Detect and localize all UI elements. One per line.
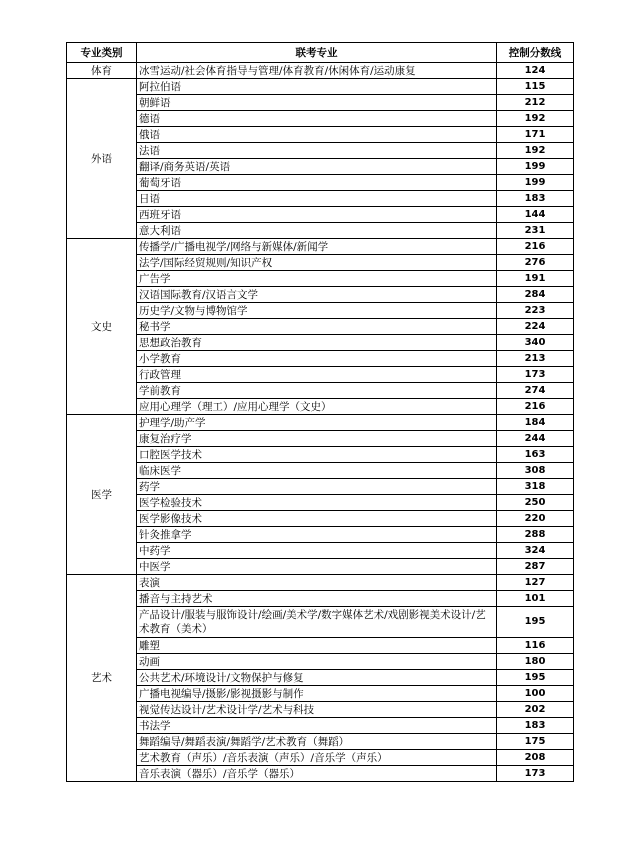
table-row <box>67 175 574 191</box>
major-cell: 冰雪运动/社会体育指导与管理/体育教育/休闲体育/运动康复 <box>137 63 497 79</box>
major-cell: 针灸推拿学 <box>137 527 497 543</box>
table-row <box>67 399 574 415</box>
major-cell: 学前教育 <box>137 383 497 399</box>
score-cell: 250 <box>497 495 574 511</box>
major-cell: 历史学/文物与博物馆学 <box>137 303 497 319</box>
header-major: 联考专业 <box>137 43 497 63</box>
table-row <box>67 686 574 702</box>
score-cell: 184 <box>497 415 574 431</box>
score-cell: 199 <box>497 159 574 175</box>
major-cell: 德语 <box>137 111 497 127</box>
table-row <box>67 255 574 271</box>
table-row <box>67 127 574 143</box>
major-cell: 雕塑 <box>137 638 497 654</box>
table-row <box>67 591 574 607</box>
major-cell: 广播电视编导/摄影/影视摄影与制作 <box>137 686 497 702</box>
major-cell: 应用心理学（理工）/应用心理学（文史） <box>137 399 497 415</box>
table-row <box>67 734 574 750</box>
table-row <box>67 191 574 207</box>
table-row <box>67 111 574 127</box>
score-cell: 231 <box>497 223 574 239</box>
major-cell: 阿拉伯语 <box>137 79 497 95</box>
category-cell: 艺术 <box>67 575 137 782</box>
major-cell: 思想政治教育 <box>137 335 497 351</box>
table-row <box>67 319 574 335</box>
score-cell: 163 <box>497 447 574 463</box>
header-category: 专业类别 <box>67 43 137 63</box>
score-cell: 115 <box>497 79 574 95</box>
table-row <box>67 527 574 543</box>
score-cell: 202 <box>497 702 574 718</box>
score-cell: 183 <box>497 191 574 207</box>
major-cell: 康复治疗学 <box>137 431 497 447</box>
major-cell: 产品设计/服装与服饰设计/绘画/美术学/数字媒体艺术/戏剧影视美术设计/艺术教育（美术） <box>137 607 497 638</box>
score-cell: 175 <box>497 734 574 750</box>
major-cell: 播音与主持艺术 <box>137 591 497 607</box>
table-row <box>67 159 574 175</box>
table-row <box>67 287 574 303</box>
major-cell: 小学教育 <box>137 351 497 367</box>
score-cell: 180 <box>497 654 574 670</box>
major-cell: 传播学/广播电视学/网络与新媒体/新闻学 <box>137 239 497 255</box>
score-cell: 192 <box>497 143 574 159</box>
major-cell: 视觉传达设计/艺术设计学/艺术与科技 <box>137 702 497 718</box>
major-cell: 秘书学 <box>137 319 497 335</box>
major-cell: 法学/国际经贸规则/知识产权 <box>137 255 497 271</box>
score-cell: 224 <box>497 319 574 335</box>
major-cell: 口腔医学技术 <box>137 447 497 463</box>
score-cell: 100 <box>497 686 574 702</box>
table-row <box>67 239 574 255</box>
category-cell: 体育 <box>67 63 137 79</box>
table-row <box>67 607 574 638</box>
score-cell: 195 <box>497 607 574 638</box>
major-cell: 中医学 <box>137 559 497 575</box>
score-cell: 208 <box>497 750 574 766</box>
table-row <box>67 670 574 686</box>
major-cell: 书法学 <box>137 718 497 734</box>
major-cell: 临床医学 <box>137 463 497 479</box>
score-cell: 171 <box>497 127 574 143</box>
score-cell: 216 <box>497 239 574 255</box>
table-body <box>67 63 574 782</box>
category-cell: 外语 <box>67 79 137 239</box>
score-cell: 183 <box>497 718 574 734</box>
score-cell: 223 <box>497 303 574 319</box>
major-cell: 西班牙语 <box>137 207 497 223</box>
category-cell: 文史 <box>67 239 137 415</box>
table-row <box>67 303 574 319</box>
table-row <box>67 431 574 447</box>
table-row <box>67 750 574 766</box>
major-cell: 中药学 <box>137 543 497 559</box>
table-row <box>67 351 574 367</box>
table-row <box>67 766 574 782</box>
score-cell: 144 <box>497 207 574 223</box>
major-cell: 法语 <box>137 143 497 159</box>
score-cell: 287 <box>497 559 574 575</box>
table-row <box>67 95 574 111</box>
header-score: 控制分数线 <box>497 43 574 63</box>
major-cell: 护理学/助产学 <box>137 415 497 431</box>
score-cell: 220 <box>497 511 574 527</box>
score-cell: 212 <box>497 95 574 111</box>
major-cell: 艺术教育（声乐）/音乐表演（声乐）/音乐学（声乐） <box>137 750 497 766</box>
table-row <box>67 559 574 575</box>
score-cell: 308 <box>497 463 574 479</box>
score-cell: 288 <box>497 527 574 543</box>
table-row <box>67 479 574 495</box>
table-row <box>67 271 574 287</box>
table-row <box>67 207 574 223</box>
table-row <box>67 495 574 511</box>
score-cell: 173 <box>497 367 574 383</box>
major-cell: 翻译/商务英语/英语 <box>137 159 497 175</box>
score-cell: 284 <box>497 287 574 303</box>
major-cell: 舞蹈编导/舞蹈表演/舞蹈学/艺术教育（舞蹈） <box>137 734 497 750</box>
table-row <box>67 415 574 431</box>
score-cell: 199 <box>497 175 574 191</box>
major-cell: 医学检验技术 <box>137 495 497 511</box>
major-cell: 表演 <box>137 575 497 591</box>
score-table <box>66 42 574 782</box>
score-cell: 244 <box>497 431 574 447</box>
table-row <box>67 463 574 479</box>
score-cell: 173 <box>497 766 574 782</box>
table-row <box>67 543 574 559</box>
table-row <box>67 63 574 79</box>
score-cell: 124 <box>497 63 574 79</box>
table-header-row <box>67 43 574 63</box>
score-cell: 318 <box>497 479 574 495</box>
major-cell: 医学影像技术 <box>137 511 497 527</box>
score-cell: 340 <box>497 335 574 351</box>
major-cell: 日语 <box>137 191 497 207</box>
score-cell: 213 <box>497 351 574 367</box>
score-cell: 191 <box>497 271 574 287</box>
major-cell: 动画 <box>137 654 497 670</box>
major-cell: 意大利语 <box>137 223 497 239</box>
table-row <box>67 143 574 159</box>
table-row <box>67 718 574 734</box>
table-row <box>67 383 574 399</box>
table-row <box>67 638 574 654</box>
table-row <box>67 575 574 591</box>
major-cell: 行政管理 <box>137 367 497 383</box>
table-row <box>67 702 574 718</box>
table-row <box>67 447 574 463</box>
category-cell: 医学 <box>67 415 137 575</box>
score-cell: 192 <box>497 111 574 127</box>
table-row <box>67 511 574 527</box>
major-cell: 朝鲜语 <box>137 95 497 111</box>
score-cell: 324 <box>497 543 574 559</box>
major-cell: 药学 <box>137 479 497 495</box>
score-cell: 195 <box>497 670 574 686</box>
table-row <box>67 223 574 239</box>
table-row <box>67 335 574 351</box>
major-cell: 音乐表演（器乐）/音乐学（器乐） <box>137 766 497 782</box>
score-cell: 274 <box>497 383 574 399</box>
table-row <box>67 654 574 670</box>
table-row <box>67 79 574 95</box>
major-cell: 公共艺术/环境设计/文物保护与修复 <box>137 670 497 686</box>
major-cell: 广告学 <box>137 271 497 287</box>
score-cell: 127 <box>497 575 574 591</box>
score-cell: 101 <box>497 591 574 607</box>
score-cell: 216 <box>497 399 574 415</box>
score-cell: 276 <box>497 255 574 271</box>
major-cell: 俄语 <box>137 127 497 143</box>
major-cell: 葡萄牙语 <box>137 175 497 191</box>
major-cell: 汉语国际教育/汉语言文学 <box>137 287 497 303</box>
table-row <box>67 367 574 383</box>
score-cell: 116 <box>497 638 574 654</box>
